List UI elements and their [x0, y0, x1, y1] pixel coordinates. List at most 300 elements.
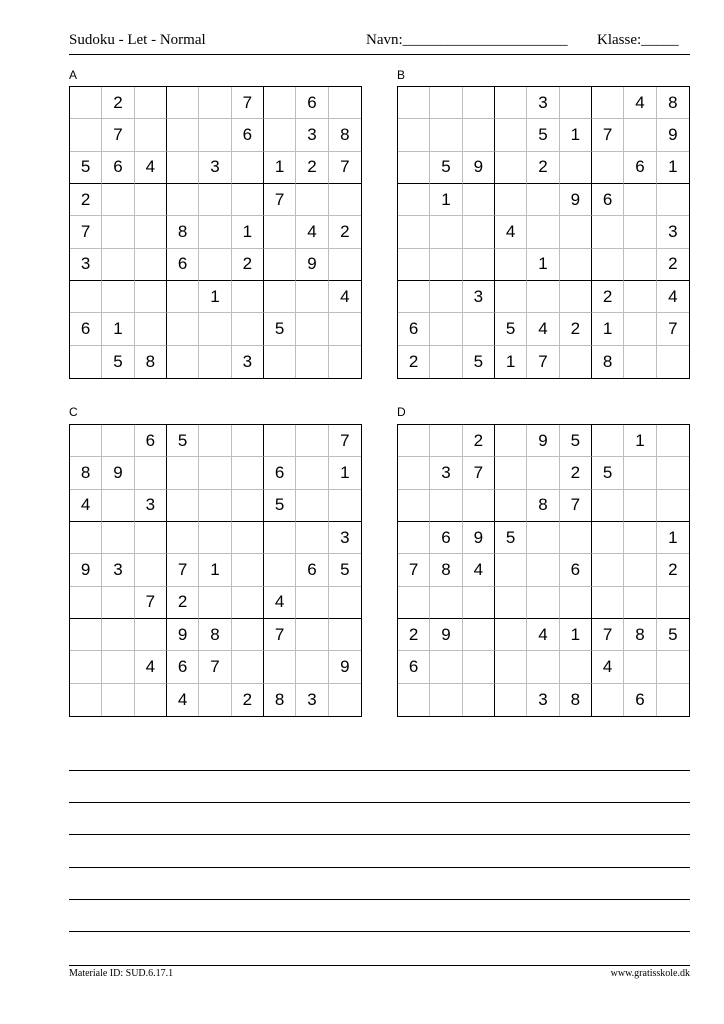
page-title: Sudoku - Let - Normal: [69, 32, 206, 48]
sudoku-cell: [232, 619, 264, 651]
sudoku-cell: 5: [329, 554, 361, 586]
sudoku-cell: [560, 587, 592, 619]
sudoku-cell: 2: [592, 281, 624, 313]
sudoku-cell: 4: [329, 281, 361, 313]
sudoku-cell: [102, 651, 134, 683]
sudoku-cell: [264, 281, 296, 313]
sudoku-cell: 6: [624, 152, 656, 184]
sudoku-cell: [657, 346, 689, 378]
sudoku-cell: 7: [135, 587, 167, 619]
sudoku-cell: 7: [167, 554, 199, 586]
sudoku-cell: 4: [70, 490, 102, 522]
sudoku-cell: 4: [527, 619, 559, 651]
sudoku-cell: [430, 313, 462, 345]
sudoku-cell: 7: [527, 346, 559, 378]
sudoku-cell: 8: [329, 119, 361, 151]
sudoku-cell: [495, 119, 527, 151]
sudoku-cell: [296, 281, 328, 313]
sudoku-cell: 2: [232, 684, 264, 716]
sudoku-cell: [430, 651, 462, 683]
sudoku-cell: 8: [624, 619, 656, 651]
sudoku-cell: [199, 457, 231, 489]
sudoku-cell: 2: [527, 152, 559, 184]
sudoku-cell: [264, 651, 296, 683]
sudoku-cell: 3: [657, 216, 689, 248]
sudoku-cell: 9: [329, 651, 361, 683]
sudoku-cell: [495, 554, 527, 586]
sudoku-cell: 5: [167, 425, 199, 457]
sudoku-cell: [296, 425, 328, 457]
sudoku-cell: [624, 457, 656, 489]
sudoku-cell: 6: [624, 684, 656, 716]
sudoku-cell: 6: [232, 119, 264, 151]
sudoku-cell: 8: [560, 684, 592, 716]
sudoku-cell: 1: [495, 346, 527, 378]
sudoku-cell: [102, 619, 134, 651]
sudoku-cell: 6: [430, 522, 462, 554]
sudoku-cell: 1: [560, 619, 592, 651]
sudoku-cell: 8: [70, 457, 102, 489]
sudoku-cell: [398, 119, 430, 151]
sudoku-cell: [329, 619, 361, 651]
sudoku-cell: [463, 119, 495, 151]
sudoku-cell: [430, 281, 462, 313]
sudoku-cell: 6: [102, 152, 134, 184]
sudoku-cell: [398, 490, 430, 522]
sudoku-cell: [329, 184, 361, 216]
sudoku-cell: 7: [329, 425, 361, 457]
sudoku-cell: [296, 587, 328, 619]
writing-line: [69, 834, 690, 835]
sudoku-cell: [199, 346, 231, 378]
sudoku-cell: [398, 425, 430, 457]
sudoku-cell: 4: [592, 651, 624, 683]
sudoku-cell: [495, 490, 527, 522]
sudoku-cell: 5: [102, 346, 134, 378]
sudoku-cell: 7: [264, 184, 296, 216]
sudoku-cell: [463, 651, 495, 683]
sudoku-cell: 8: [430, 554, 462, 586]
sudoku-cell: [592, 587, 624, 619]
sudoku-cell: [430, 216, 462, 248]
sudoku-cell: 6: [560, 554, 592, 586]
sudoku-cell: 1: [264, 152, 296, 184]
sudoku-cell: [398, 587, 430, 619]
sudoku-cell: 7: [102, 119, 134, 151]
sudoku-cell: 3: [70, 249, 102, 281]
sudoku-cell: [463, 587, 495, 619]
sudoku-cell: [329, 87, 361, 119]
sudoku-cell: [527, 651, 559, 683]
sudoku-cell: [102, 216, 134, 248]
sudoku-cell: [624, 522, 656, 554]
sudoku-cell: 5: [657, 619, 689, 651]
sudoku-cell: [495, 184, 527, 216]
sudoku-cell: 4: [527, 313, 559, 345]
sudoku-cell: [167, 152, 199, 184]
sudoku-cell: [296, 313, 328, 345]
sudoku-cell: [592, 249, 624, 281]
sudoku-cell: [199, 184, 231, 216]
sudoku-cell: [527, 457, 559, 489]
sudoku-grid-a: [69, 86, 362, 379]
sudoku-cell: [135, 554, 167, 586]
sudoku-cell: [624, 184, 656, 216]
sudoku-cell: 7: [70, 216, 102, 248]
sudoku-cell: [199, 87, 231, 119]
sudoku-cell: 1: [102, 313, 134, 345]
sudoku-cell: [232, 281, 264, 313]
puzzle-b-label: B: [397, 68, 406, 82]
sudoku-cell: [296, 619, 328, 651]
sudoku-cell: [463, 313, 495, 345]
sudoku-cell: [495, 457, 527, 489]
sudoku-cell: 7: [232, 87, 264, 119]
sudoku-cell: [624, 249, 656, 281]
sudoku-cell: 9: [430, 619, 462, 651]
sudoku-cell: [463, 619, 495, 651]
sudoku-cell: 1: [232, 216, 264, 248]
sudoku-cell: [70, 281, 102, 313]
sudoku-cell: [463, 490, 495, 522]
sudoku-cell: 2: [560, 313, 592, 345]
sudoku-cell: [135, 522, 167, 554]
sudoku-cell: 7: [560, 490, 592, 522]
puzzle-d-label: D: [397, 405, 406, 419]
sudoku-cell: [624, 587, 656, 619]
sudoku-cell: [657, 425, 689, 457]
sudoku-cell: [135, 249, 167, 281]
sudoku-cell: [398, 216, 430, 248]
sudoku-cell: [560, 87, 592, 119]
sudoku-cell: [430, 87, 462, 119]
sudoku-cell: [495, 249, 527, 281]
sudoku-cell: [592, 522, 624, 554]
sudoku-cell: 5: [264, 313, 296, 345]
sudoku-cell: [232, 554, 264, 586]
sudoku-cell: [264, 346, 296, 378]
sudoku-cell: [592, 490, 624, 522]
sudoku-cell: [199, 313, 231, 345]
sudoku-cell: [624, 313, 656, 345]
sudoku-cell: 1: [657, 152, 689, 184]
sudoku-cell: [329, 490, 361, 522]
sudoku-cell: [296, 651, 328, 683]
sudoku-cell: [430, 346, 462, 378]
sudoku-cell: 6: [167, 249, 199, 281]
sudoku-cell: [430, 425, 462, 457]
sudoku-cell: [70, 119, 102, 151]
sudoku-cell: [70, 651, 102, 683]
sudoku-cell: 9: [463, 152, 495, 184]
sudoku-cell: [264, 249, 296, 281]
sudoku-cell: [398, 152, 430, 184]
sudoku-cell: 5: [495, 313, 527, 345]
sudoku-cell: [463, 87, 495, 119]
sudoku-cell: [560, 651, 592, 683]
sudoku-cell: [329, 249, 361, 281]
sudoku-cell: [135, 216, 167, 248]
sudoku-cell: 6: [398, 651, 430, 683]
sudoku-cell: [102, 184, 134, 216]
sudoku-cell: 3: [527, 87, 559, 119]
sudoku-cell: [560, 216, 592, 248]
sudoku-cell: [624, 490, 656, 522]
sudoku-cell: [560, 249, 592, 281]
sudoku-cell: [70, 346, 102, 378]
sudoku-cell: 8: [167, 216, 199, 248]
sudoku-cell: [495, 587, 527, 619]
sudoku-cell: 7: [329, 152, 361, 184]
website-url: www.gratisskole.dk: [610, 968, 690, 979]
sudoku-cell: [199, 425, 231, 457]
sudoku-cell: [102, 425, 134, 457]
sudoku-cell: [329, 587, 361, 619]
sudoku-cell: [102, 281, 134, 313]
sudoku-cell: [592, 216, 624, 248]
sudoku-cell: [70, 425, 102, 457]
sudoku-cell: 1: [592, 313, 624, 345]
sudoku-cell: [296, 490, 328, 522]
sudoku-cell: [592, 684, 624, 716]
sudoku-cell: [296, 522, 328, 554]
sudoku-cell: [495, 281, 527, 313]
sudoku-cell: [495, 619, 527, 651]
sudoku-cell: 9: [463, 522, 495, 554]
sudoku-cell: [398, 87, 430, 119]
sudoku-cell: 9: [296, 249, 328, 281]
sudoku-cell: [232, 522, 264, 554]
sudoku-cell: [232, 152, 264, 184]
sudoku-cell: [167, 457, 199, 489]
sudoku-cell: 9: [560, 184, 592, 216]
sudoku-cell: [560, 281, 592, 313]
sudoku-cell: [624, 651, 656, 683]
sudoku-cell: [167, 346, 199, 378]
sudoku-cell: 2: [329, 216, 361, 248]
sudoku-cell: 1: [560, 119, 592, 151]
sudoku-cell: [657, 490, 689, 522]
sudoku-cell: [167, 184, 199, 216]
sudoku-cell: 3: [135, 490, 167, 522]
sudoku-cell: [592, 554, 624, 586]
sudoku-cell: [135, 457, 167, 489]
sudoku-cell: [398, 184, 430, 216]
sudoku-cell: [70, 87, 102, 119]
sudoku-cell: [527, 184, 559, 216]
sudoku-cell: [232, 490, 264, 522]
sudoku-cell: 7: [592, 619, 624, 651]
sudoku-cell: 4: [167, 684, 199, 716]
sudoku-cell: [495, 684, 527, 716]
sudoku-cell: 6: [264, 457, 296, 489]
sudoku-cell: [232, 457, 264, 489]
sudoku-cell: 2: [167, 587, 199, 619]
sudoku-cell: 6: [70, 313, 102, 345]
sudoku-cell: 5: [527, 119, 559, 151]
page-header: [69, 32, 690, 54]
sudoku-grid-c: [69, 424, 362, 717]
sudoku-cell: 2: [560, 457, 592, 489]
sudoku-cell: [398, 281, 430, 313]
sudoku-cell: 9: [102, 457, 134, 489]
sudoku-cell: [329, 684, 361, 716]
sudoku-cell: 7: [398, 554, 430, 586]
sudoku-cell: [624, 216, 656, 248]
sudoku-grid-d: [397, 424, 690, 717]
sudoku-cell: [199, 216, 231, 248]
sudoku-cell: 5: [495, 522, 527, 554]
sudoku-cell: [430, 490, 462, 522]
sudoku-cell: 1: [527, 249, 559, 281]
sudoku-cell: 8: [657, 87, 689, 119]
sudoku-cell: [495, 87, 527, 119]
footer-rule: [69, 965, 690, 966]
sudoku-cell: [560, 346, 592, 378]
sudoku-cell: 6: [398, 313, 430, 345]
sudoku-cell: [135, 281, 167, 313]
sudoku-cell: 5: [560, 425, 592, 457]
sudoku-cell: [135, 87, 167, 119]
sudoku-cell: [199, 119, 231, 151]
sudoku-cell: [102, 249, 134, 281]
sudoku-cell: [624, 119, 656, 151]
sudoku-cell: 4: [135, 152, 167, 184]
writing-line: [69, 931, 690, 932]
sudoku-cell: 7: [592, 119, 624, 151]
sudoku-cell: [592, 152, 624, 184]
sudoku-cell: [624, 554, 656, 586]
sudoku-cell: 4: [624, 87, 656, 119]
sudoku-cell: 4: [264, 587, 296, 619]
sudoku-cell: 6: [135, 425, 167, 457]
sudoku-cell: 1: [430, 184, 462, 216]
sudoku-cell: [624, 346, 656, 378]
sudoku-cell: [463, 184, 495, 216]
sudoku-cell: [199, 249, 231, 281]
sudoku-cell: 6: [592, 184, 624, 216]
sudoku-cell: [398, 684, 430, 716]
sudoku-cell: 9: [527, 425, 559, 457]
sudoku-cell: [430, 684, 462, 716]
sudoku-cell: [527, 216, 559, 248]
sudoku-cell: [232, 587, 264, 619]
sudoku-cell: [167, 522, 199, 554]
sudoku-cell: 3: [430, 457, 462, 489]
sudoku-cell: [135, 684, 167, 716]
header-rule: [69, 54, 690, 55]
sudoku-cell: [167, 281, 199, 313]
sudoku-cell: [527, 554, 559, 586]
sudoku-cell: [624, 281, 656, 313]
sudoku-cell: 1: [199, 281, 231, 313]
sudoku-cell: [463, 249, 495, 281]
sudoku-cell: [167, 313, 199, 345]
sudoku-cell: [70, 522, 102, 554]
writing-line: [69, 802, 690, 803]
writing-line: [69, 867, 690, 868]
sudoku-cell: [398, 249, 430, 281]
sudoku-cell: [264, 119, 296, 151]
sudoku-cell: [463, 684, 495, 716]
writing-line: [69, 770, 690, 771]
sudoku-cell: [135, 313, 167, 345]
sudoku-cell: [102, 587, 134, 619]
sudoku-cell: [264, 425, 296, 457]
sudoku-cell: 3: [296, 684, 328, 716]
sudoku-cell: 4: [495, 216, 527, 248]
sudoku-cell: 5: [70, 152, 102, 184]
sudoku-cell: [560, 522, 592, 554]
sudoku-cell: [296, 457, 328, 489]
sudoku-cell: 7: [264, 619, 296, 651]
sudoku-cell: [657, 457, 689, 489]
sudoku-cell: 3: [329, 522, 361, 554]
sudoku-cell: [296, 184, 328, 216]
sudoku-cell: [527, 522, 559, 554]
sudoku-cell: [264, 216, 296, 248]
sudoku-cell: 9: [167, 619, 199, 651]
sudoku-cell: 2: [398, 619, 430, 651]
sudoku-cell: [102, 684, 134, 716]
sudoku-cell: 1: [199, 554, 231, 586]
sudoku-cell: 8: [527, 490, 559, 522]
sudoku-cell: [232, 184, 264, 216]
sudoku-cell: [264, 87, 296, 119]
sudoku-cell: [329, 346, 361, 378]
sudoku-cell: [495, 152, 527, 184]
sudoku-cell: 3: [296, 119, 328, 151]
sudoku-cell: 7: [199, 651, 231, 683]
sudoku-cell: [135, 119, 167, 151]
sudoku-cell: 1: [329, 457, 361, 489]
sudoku-cell: 4: [463, 554, 495, 586]
sudoku-cell: [527, 281, 559, 313]
sudoku-cell: [70, 619, 102, 651]
sudoku-cell: [657, 651, 689, 683]
sudoku-cell: 3: [463, 281, 495, 313]
sudoku-cell: 4: [135, 651, 167, 683]
sudoku-cell: [135, 619, 167, 651]
sudoku-cell: 2: [463, 425, 495, 457]
sudoku-cell: 1: [624, 425, 656, 457]
sudoku-cell: [102, 522, 134, 554]
sudoku-cell: 8: [592, 346, 624, 378]
writing-line: [69, 899, 690, 900]
sudoku-grid-b: [397, 86, 690, 379]
sudoku-cell: [495, 425, 527, 457]
sudoku-cell: 6: [296, 87, 328, 119]
sudoku-cell: 5: [430, 152, 462, 184]
sudoku-cell: 3: [102, 554, 134, 586]
sudoku-cell: [398, 522, 430, 554]
sudoku-cell: 2: [102, 87, 134, 119]
name-field-label: Navn:______________________: [366, 32, 568, 48]
sudoku-cell: 5: [264, 490, 296, 522]
sudoku-cell: [232, 313, 264, 345]
sudoku-cell: 5: [592, 457, 624, 489]
sudoku-cell: [657, 684, 689, 716]
sudoku-cell: [199, 587, 231, 619]
sudoku-cell: [135, 184, 167, 216]
sudoku-cell: [199, 522, 231, 554]
sudoku-cell: [657, 184, 689, 216]
puzzle-c-label: C: [69, 405, 78, 419]
sudoku-cell: [199, 684, 231, 716]
sudoku-cell: [527, 587, 559, 619]
sudoku-cell: [430, 119, 462, 151]
sudoku-cell: [167, 490, 199, 522]
